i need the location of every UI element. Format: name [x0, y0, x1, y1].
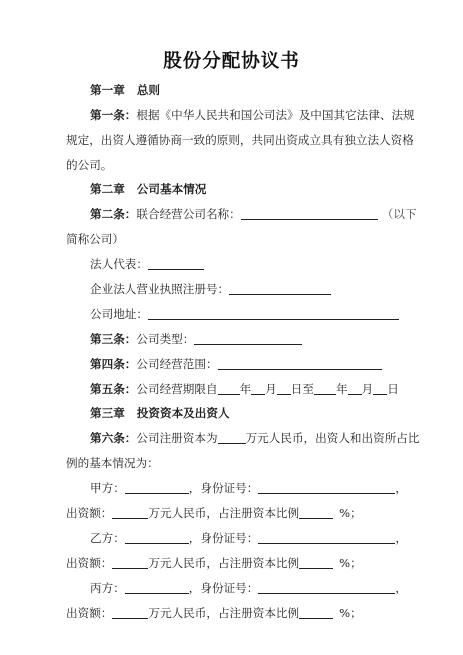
capital-label: 出资额： [66, 606, 113, 620]
month-label: 月 [265, 382, 277, 396]
day-label: 日 [387, 382, 399, 396]
document-title: 股份分配协议书 [163, 51, 300, 72]
article-1-line-1 [90, 107, 415, 123]
party-name: 甲方： [90, 481, 125, 495]
party-c-id-blank[interactable] [258, 581, 395, 594]
party-c-name-blank[interactable] [125, 581, 189, 594]
chapter-3-heading [90, 405, 230, 421]
party-a-line [90, 480, 407, 496]
registration-blank[interactable] [229, 282, 331, 295]
article-3-line [90, 331, 302, 347]
address-label: 公司地址： [90, 307, 148, 321]
article-label: 第五条： [90, 382, 137, 396]
chapter-number: 第二章 [90, 182, 125, 196]
company-type-blank[interactable] [194, 332, 302, 345]
party-name: 丙方： [90, 581, 125, 595]
capital-label: 出资额： [66, 556, 113, 570]
party-a-capital-line [66, 505, 362, 521]
start-day-blank[interactable] [277, 382, 291, 395]
article-text: 公司经营期限自 [136, 382, 218, 396]
legal-rep-label: 法人代表： [90, 257, 148, 271]
registration-label: 企业法人营业执照注册号： [90, 282, 230, 296]
address-blank[interactable] [148, 307, 399, 320]
article-6-line-2: 例的基本情况为： [66, 456, 159, 470]
address-line [90, 306, 399, 322]
year-label: 年 [336, 382, 348, 396]
chapter-name: 投资资本及出资人 [136, 406, 230, 420]
article-text-2: 万元人民币，出资人和出资所占比 [245, 431, 420, 445]
id-label: ，身份证号： [188, 481, 259, 495]
start-year-blank[interactable] [218, 382, 240, 395]
end-year-blank[interactable] [314, 382, 336, 395]
article-text: 公司类型： [136, 332, 195, 346]
party-c-capital-line [66, 605, 362, 621]
article-text: 公司经营范围： [136, 357, 218, 371]
comma: ， [395, 481, 407, 495]
article-label: 第三条： [90, 332, 137, 346]
percent-label: %； [339, 606, 362, 620]
article-1-line-2: 规定，出资人遵循协商一致的原则，共同出资成立具有独立法人资格 [66, 133, 414, 147]
chapter-name: 公司基本情况 [136, 182, 207, 196]
chapter-number: 第一章 [90, 83, 125, 97]
party-b-pct-blank[interactable] [299, 556, 333, 569]
party-c-pct-blank[interactable] [299, 606, 333, 619]
capital-label: 出资额： [66, 506, 113, 520]
capital-unit: 万元人民币，占注册资本比例 [148, 606, 300, 620]
party-b-id-blank[interactable] [258, 531, 395, 544]
percent-label: %； [339, 556, 362, 570]
article-1-line-3: 的公司。 [66, 158, 113, 172]
article-4-line [90, 356, 382, 372]
end-month-blank[interactable] [348, 382, 362, 395]
day-label: 日 [290, 382, 303, 396]
article-label: 第一条： [90, 108, 137, 122]
article-label: 第二条： [90, 207, 137, 221]
end-day-blank[interactable] [373, 382, 387, 395]
party-a-name-blank[interactable] [125, 481, 189, 494]
id-label: ，身份证号： [188, 581, 259, 595]
article-label: 第四条： [90, 357, 137, 371]
article-2-line-1 [90, 206, 417, 222]
article-label: 第六条： [90, 431, 137, 445]
chapter-1-heading [90, 82, 160, 98]
article-5-line [90, 381, 399, 397]
article-tail: （以下 [381, 207, 417, 221]
legal-rep-blank[interactable] [148, 257, 204, 270]
party-a-pct-blank[interactable] [299, 506, 333, 519]
article-text: 根据《中华人民共和国公司法》及中国其它法律、法规 [136, 108, 415, 122]
party-a-id-blank[interactable] [258, 481, 395, 494]
to-label: 至 [302, 382, 314, 396]
article-2-line-2: 简称公司） [66, 232, 124, 246]
id-label: ，身份证号： [188, 531, 259, 545]
start-month-blank[interactable] [251, 382, 265, 395]
party-b-capital-line [66, 555, 362, 571]
party-name: 乙方： [90, 531, 125, 545]
legal-rep-line [90, 256, 204, 272]
capital-unit: 万元人民币，占注册资本比例 [148, 506, 300, 520]
article-6-line-1 [90, 430, 419, 446]
party-c-line [90, 580, 407, 596]
company-name-blank[interactable] [241, 207, 378, 220]
comma: ， [395, 581, 407, 595]
chapter-number: 第三章 [90, 406, 125, 420]
party-b-name-blank[interactable] [125, 531, 189, 544]
chapter-name: 总则 [136, 83, 160, 97]
chapter-2-heading [90, 181, 206, 197]
party-b-line [90, 530, 407, 546]
business-scope-blank[interactable] [218, 357, 382, 370]
year-label: 年 [239, 382, 252, 396]
party-b-capital-blank[interactable] [112, 556, 148, 569]
registered-capital-blank[interactable] [218, 431, 246, 444]
registration-line [90, 281, 331, 297]
party-c-capital-blank[interactable] [112, 606, 148, 619]
article-text: 公司注册资本为 [136, 431, 218, 445]
percent-label: %； [339, 506, 362, 520]
month-label: 月 [361, 382, 374, 396]
comma: ， [395, 531, 407, 545]
capital-unit: 万元人民币，占注册资本比例 [148, 556, 300, 570]
party-a-capital-blank[interactable] [112, 506, 148, 519]
article-text: 联合经营公司名称： [136, 207, 241, 221]
